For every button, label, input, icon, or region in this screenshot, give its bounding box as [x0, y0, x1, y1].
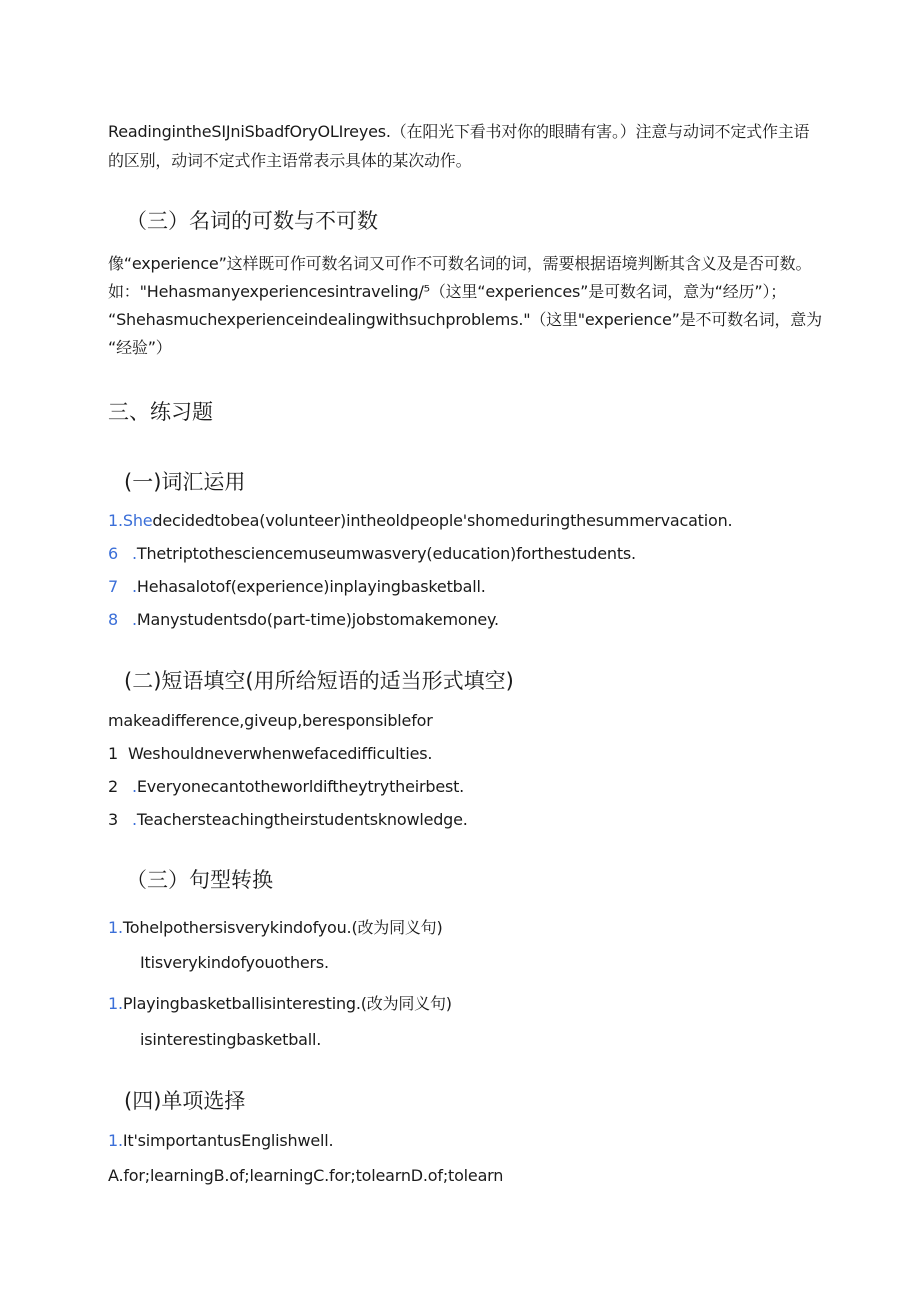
phrase-item-dot: .	[131, 810, 137, 829]
vocab-item-dot: .	[131, 544, 137, 563]
sec3-line-2: 如："Hehasmanyexperiencesintraveling/⁵（这里“experiences”是可数名词，意为“经历”）；	[108, 282, 787, 301]
phrase-item-1	[108, 744, 432, 763]
section-heading-countable-nouns: （三）名词的可数与不可数	[126, 209, 378, 233]
vocab-item-text: Thetriptothesciencemuseumwasvery(education)forthestudents.	[136, 544, 636, 563]
vocab-item-blue-text: She	[122, 511, 153, 530]
vocab-item-1	[108, 511, 732, 530]
choice-options: A.for;learningB.of;learningC.for;tolearnD.of;tolearn	[108, 1166, 504, 1185]
choice-question	[108, 1131, 333, 1150]
vocab-item-text: Manystudentsdo(part-time)jobstomakemoney.	[136, 610, 499, 629]
vocab-item-text: Hehasalotof(experience)inplayingbasketball.	[136, 577, 486, 596]
sec3-line-3: “Shehasmuchexperienceindealingwithsuchproblems."（这里"experience”是不可数名词，意为	[108, 310, 822, 329]
transform-item-text: Tohelpothersisverykindofyou.(改为同义句)	[122, 918, 443, 937]
vocab-item-num: 6	[108, 544, 118, 563]
transform-item-1	[108, 915, 443, 938]
vocab-item-3	[108, 577, 486, 596]
vocab-item-dot: .	[131, 610, 137, 629]
phrase-heading: (二)短语填空(用所给短语的适当形式填空)	[124, 669, 514, 693]
choice-question-text: It'simportantusEnglishwell.	[122, 1131, 334, 1150]
sec3-line-1: 像“experience”这样既可作可数名词又可作不可数名词的词，需要根据语境判断其含义及是否可数。	[108, 254, 812, 273]
phrase-item-3	[108, 810, 468, 829]
vocab-item-num: 7	[108, 577, 118, 596]
vocab-item-2	[108, 544, 636, 563]
phrase-item-num: 2	[108, 777, 118, 796]
transform-item-text: Playingbasketballisinteresting.(改为同义句)	[122, 994, 452, 1013]
vocab-item-num: 8	[108, 610, 118, 629]
vocab-item-text: decidedtobea(volunteer)intheoldpeople'shomeduringthesummervacation.	[152, 511, 733, 530]
choice-question-num: 1.	[108, 1131, 123, 1150]
phrase-item-text: Everyonecantotheworldiftheytrytheirbest.	[136, 777, 465, 796]
transform-item-num: 1.	[108, 918, 123, 937]
vocab-heading: (一)词汇运用	[124, 470, 246, 494]
intro-line-1: ReadingintheSIJniSbadfOryOLIreyes.（在阳光下看书对你的眼睛有害。）注意与动词不定式作主语	[108, 122, 810, 141]
transform-item-1-answer: Itisverykindofyouothers.	[140, 953, 329, 972]
choice-heading: (四)单项选择	[124, 1089, 246, 1113]
phrase-item-num: 3	[108, 810, 118, 829]
phrase-item-text: Weshouldneverwhenwefacedifficulties.	[127, 744, 433, 763]
phrase-item-dot: .	[131, 777, 137, 796]
transform-item-2	[108, 991, 452, 1014]
transform-item-2-answer: isinterestingbasketball.	[140, 1030, 322, 1049]
vocab-item-4	[108, 610, 499, 629]
intro-line-2: 的区别，动词不定式作主语常表示具体的某次动作。	[108, 151, 472, 170]
transform-item-num: 1.	[108, 994, 123, 1013]
exercises-heading: 三、练习题	[108, 400, 213, 424]
phrase-item-text: Teachersteachingtheirstudentsknowledge.	[136, 810, 468, 829]
vocab-item-dot: .	[131, 577, 137, 596]
vocab-item-num: 1.	[108, 511, 123, 530]
phrase-item-2	[108, 777, 464, 796]
phrase-item-num: 1	[108, 744, 118, 763]
sec3-line-4: “经验”）	[108, 338, 172, 357]
phrase-options: makeadifference,giveup,beresponsiblefor	[108, 711, 433, 730]
transform-heading: （三）句型转换	[126, 868, 273, 892]
